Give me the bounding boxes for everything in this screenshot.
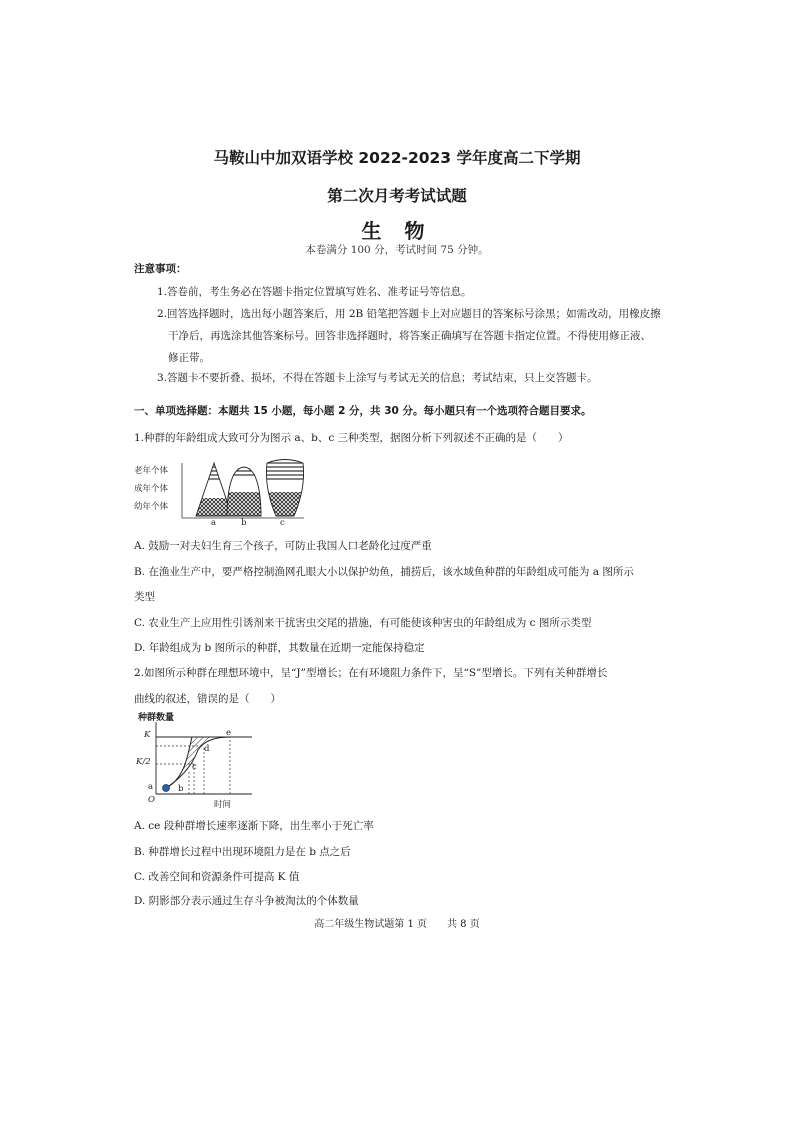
- exam-info: 本卷满分 100 分，考试时间 75 分钟。: [305, 244, 489, 256]
- point-b-label: b: [178, 784, 184, 794]
- growth-curve-figure: [134, 710, 264, 810]
- row-label-old: 老年个体: [134, 466, 169, 476]
- q1-option-a: A. 鼓励一对夫妇生育三个孩子，可防止我国人口老龄化过度严重: [134, 540, 432, 552]
- origin-label: O: [148, 795, 155, 805]
- k-half-label: K/2: [136, 757, 151, 767]
- notice-item-3: 3.答题卡不要折叠、损坏，不得在答题卡上涂写与考试无关的信息；考试结束，只上交答题卡。: [157, 372, 598, 384]
- pyramid-c: [262, 458, 304, 518]
- exam-title: 第二次月考考试试题: [327, 187, 467, 205]
- q2-stem-line-2: 曲线的叙述，错误的是（ ）: [134, 693, 281, 705]
- age-structure-figure: [134, 458, 304, 530]
- q1-option-c: C. 农业生产上应用性引诱剂来干扰害虫交尾的措施，有可能使该种害虫的年龄组成为 c 图所示类型: [134, 617, 592, 629]
- notice-item-2-line-3: 修正带。: [168, 352, 210, 364]
- page-footer: 高二年级生物试题第 1 页 共 8 页: [314, 919, 480, 930]
- notice-item-2-line-2: 干净后，再选涂其他答案标号。回答非选择题时，将答案正确填写在答题卡指定位置。不得使用修正液、: [168, 330, 651, 342]
- point-e-label: e: [226, 728, 232, 738]
- notice-heading: 注意事项：: [134, 263, 187, 275]
- q1-stem: 1.种群的年龄组成大致可分为图示 a、b、c 三种类型，据图分析下列叙述不正确的是（ ）: [134, 432, 569, 444]
- notice-item-2-line-1: 2.回答选择题时，选出每小题答案后，用 2B 铅笔把答题卡上对应题目的答案标号涂黑；如需改动，用橡皮擦: [157, 308, 661, 320]
- subject-title: 生 物: [361, 219, 433, 243]
- notice-item-1: 1.答卷前，考生务必在答题卡指定位置填写姓名、准考证号等信息。: [157, 286, 472, 298]
- type-label-a: a: [211, 518, 217, 528]
- point-c-label: c: [192, 762, 197, 772]
- q1-option-b-line-2: 类型: [134, 591, 155, 603]
- q1-option-d: D. 年龄组成为 b 图所示的种群，其数量在近期一定能保持稳定: [134, 642, 425, 654]
- y-axis-label: 种群数量: [138, 713, 175, 723]
- q2-option-b: B. 种群增长过程中出现环境阻力是在 b 点之后: [134, 846, 351, 858]
- type-label-b: b: [241, 518, 247, 528]
- q2-option-d: D. 阴影部分表示通过生存斗争被淘汰的个体数量: [134, 895, 359, 907]
- point-a-label: a: [148, 782, 154, 792]
- x-axis-label: 时间: [214, 800, 232, 810]
- row-label-young: 幼年个体: [134, 502, 169, 512]
- q2-option-a: A. ce 段种群增长速率逐渐下降，出生率小于死亡率: [134, 820, 374, 832]
- q1-option-b-line-1: B. 在渔业生产中，要严格控制渔网孔眼大小以保护幼鱼，捕捞后，该水域鱼种群的年龄组成可能为 a 图所示: [134, 566, 634, 578]
- row-label-adult: 成年个体: [134, 484, 169, 494]
- section-heading: 一、单项选择题：本题共 15 小题，每小题 2 分，共 30 分。每小题只有一个选项符合题目要求。: [134, 405, 592, 417]
- type-label-c: c: [280, 518, 285, 528]
- point-d-label: d: [204, 744, 210, 754]
- q2-option-c: C. 改善空间和资源条件可提高 K 值: [134, 871, 300, 883]
- q2-stem-line-1: 2.如图所示种群在理想环境中，呈“J”型增长；在有环境阻力条件下，呈“S”型增长。下列有关种群增长: [134, 667, 608, 679]
- k-label: K: [144, 730, 151, 740]
- school-title: 马鞍山中加双语学校 2022-2023 学年度高二下学期: [213, 149, 581, 167]
